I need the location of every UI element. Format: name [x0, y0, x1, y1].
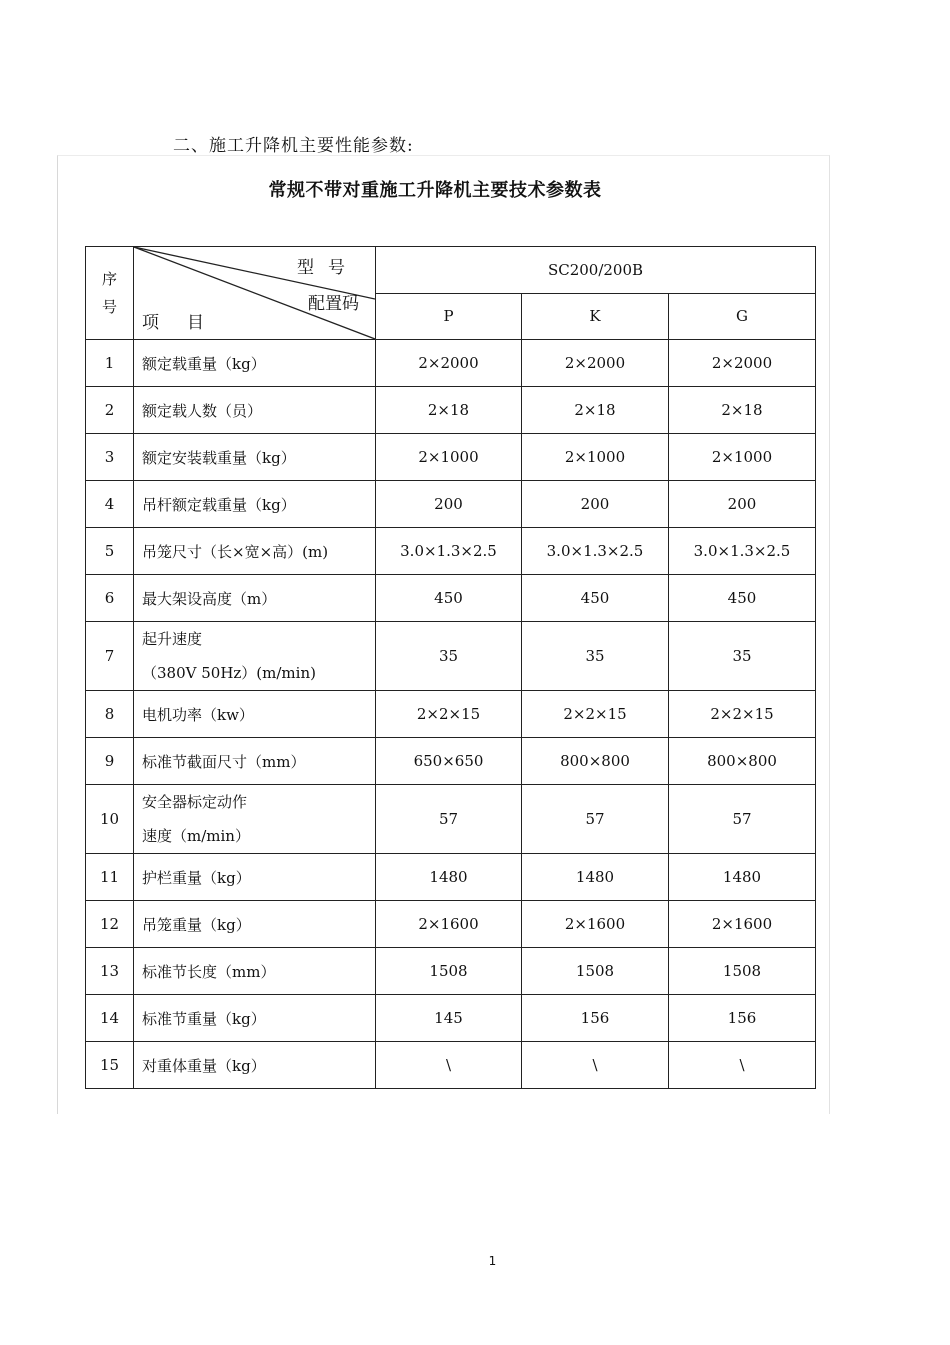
seq-header — [86, 247, 134, 340]
table-row — [86, 434, 816, 481]
value-k: 2×2×15 — [522, 691, 669, 738]
row-item: 电机功率（kw） — [134, 691, 376, 738]
value-p: \ — [376, 1042, 522, 1089]
table-row — [86, 785, 816, 854]
value-g: 2×2×15 — [669, 691, 816, 738]
page-number: 1 — [488, 1254, 497, 1268]
config-g: G — [669, 293, 816, 340]
value-g: 2×1600 — [669, 901, 816, 948]
value-p: 145 — [376, 995, 522, 1042]
row-number: 9 — [86, 738, 134, 785]
value-g: 1480 — [669, 854, 816, 901]
table-row — [86, 387, 816, 434]
value-g: 200 — [669, 481, 816, 528]
row-item: 护栏重量（kg） — [134, 854, 376, 901]
table-row — [86, 575, 816, 622]
row-item: 标准节截面尺寸（mm） — [134, 738, 376, 785]
value-p: 35 — [376, 622, 522, 691]
type-label: 型号 — [297, 258, 359, 278]
row-item: 标准节重量（kg） — [134, 995, 376, 1042]
row-item: 吊笼重量（kg） — [134, 901, 376, 948]
value-g: 156 — [669, 995, 816, 1042]
value-g: 35 — [669, 622, 816, 691]
row-number: 12 — [86, 901, 134, 948]
value-g: 2×2000 — [669, 340, 816, 387]
value-k: 450 — [522, 575, 669, 622]
value-g: \ — [669, 1042, 816, 1089]
value-k: 2×1000 — [522, 434, 669, 481]
row-item: 额定载重量（kg） — [134, 340, 376, 387]
row-item-line: 安全器标定动作 — [142, 793, 248, 811]
value-g: 3.0×1.3×2.5 — [669, 528, 816, 575]
value-p: 2×1600 — [376, 901, 522, 948]
value-k: \ — [522, 1042, 669, 1089]
diagonal-header-cell — [134, 247, 376, 340]
value-k: 57 — [522, 785, 669, 854]
table-row — [86, 622, 816, 691]
section-heading: 二、施工升降机主要性能参数: — [173, 136, 414, 156]
seq-header-label: 序号 — [101, 270, 117, 316]
value-g: 1508 — [669, 948, 816, 995]
value-p: 2×1000 — [376, 434, 522, 481]
value-p: 2×2000 — [376, 340, 522, 387]
value-g: 2×1000 — [669, 434, 816, 481]
value-k: 2×1600 — [522, 901, 669, 948]
table-row — [86, 995, 816, 1042]
table-title: 常规不带对重施工升降机主要技术参数表 — [268, 180, 602, 201]
value-k: 2×2000 — [522, 340, 669, 387]
value-k: 3.0×1.3×2.5 — [522, 528, 669, 575]
row-item: 标准节长度（mm） — [134, 948, 376, 995]
row-item-line: 速度（m/min） — [142, 827, 250, 845]
table-row — [86, 854, 816, 901]
value-k: 1480 — [522, 854, 669, 901]
value-p: 450 — [376, 575, 522, 622]
table-row — [86, 528, 816, 575]
value-k: 800×800 — [522, 738, 669, 785]
config-label: 配置码 — [308, 294, 359, 314]
row-number: 7 — [86, 622, 134, 691]
row-number: 13 — [86, 948, 134, 995]
row-number: 8 — [86, 691, 134, 738]
value-p: 1480 — [376, 854, 522, 901]
config-p: P — [376, 293, 522, 340]
spec-table — [85, 246, 816, 1089]
value-p: 2×18 — [376, 387, 522, 434]
row-number: 11 — [86, 854, 134, 901]
table-row — [86, 948, 816, 995]
row-number: 5 — [86, 528, 134, 575]
row-item-line: （380V 50Hz）(m/min) — [142, 664, 316, 682]
table-row — [86, 481, 816, 528]
row-number: 4 — [86, 481, 134, 528]
config-k: K — [522, 293, 669, 340]
table-row — [86, 340, 816, 387]
value-g: 2×18 — [669, 387, 816, 434]
value-g: 57 — [669, 785, 816, 854]
value-p: 200 — [376, 481, 522, 528]
table-row — [86, 691, 816, 738]
value-p: 650×650 — [376, 738, 522, 785]
table-row — [86, 738, 816, 785]
value-p: 1508 — [376, 948, 522, 995]
row-item: 最大架设高度（m） — [134, 575, 376, 622]
row-item — [134, 622, 376, 691]
model-header: SC200/200B — [376, 247, 816, 294]
row-number: 2 — [86, 387, 134, 434]
value-k: 200 — [522, 481, 669, 528]
value-p: 2×2×15 — [376, 691, 522, 738]
value-g: 800×800 — [669, 738, 816, 785]
row-item: 额定安装载重量（kg） — [134, 434, 376, 481]
value-k: 156 — [522, 995, 669, 1042]
row-number: 14 — [86, 995, 134, 1042]
table-row — [86, 901, 816, 948]
row-item: 对重体重量（kg） — [134, 1042, 376, 1089]
row-number: 1 — [86, 340, 134, 387]
row-number: 3 — [86, 434, 134, 481]
row-item: 额定载人数（员） — [134, 387, 376, 434]
row-number: 15 — [86, 1042, 134, 1089]
row-item: 吊杆额定载重量（kg） — [134, 481, 376, 528]
value-p: 57 — [376, 785, 522, 854]
value-k: 1508 — [522, 948, 669, 995]
item-label: 项目 — [142, 313, 232, 333]
value-k: 35 — [522, 622, 669, 691]
row-item: 吊笼尺寸（长×宽×高）(m) — [134, 528, 376, 575]
row-number: 10 — [86, 785, 134, 854]
row-item — [134, 785, 376, 854]
row-number: 6 — [86, 575, 134, 622]
value-k: 2×18 — [522, 387, 669, 434]
value-p: 3.0×1.3×2.5 — [376, 528, 522, 575]
value-g: 450 — [669, 575, 816, 622]
table-row — [86, 1042, 816, 1089]
row-item-line: 起升速度 — [142, 630, 203, 648]
